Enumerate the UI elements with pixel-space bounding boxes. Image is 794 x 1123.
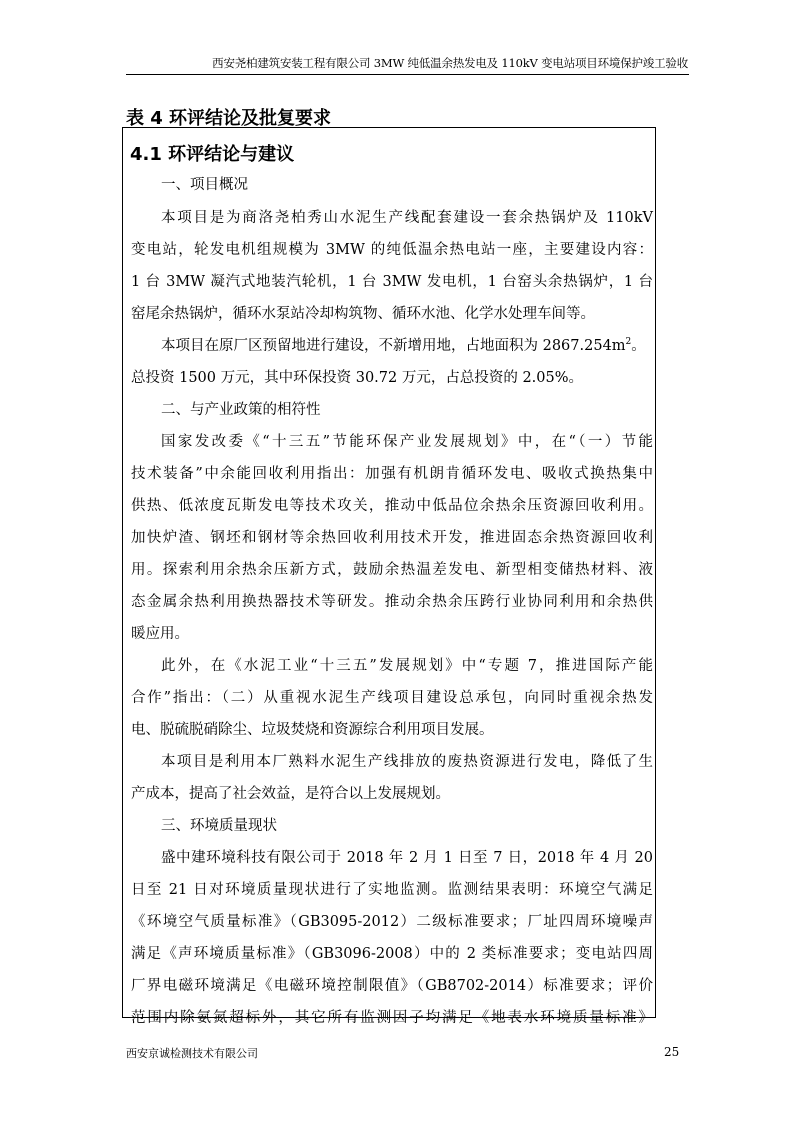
- paragraph-line: 用。探索利用余热余压新方式，鼓励余热温差发电、新型相变储热材料、液: [131, 562, 653, 578]
- paragraph-line: 暖应用。: [131, 626, 189, 642]
- header-rule: [126, 74, 689, 75]
- paragraph-line: 窑尾余热锅炉，循环水泵站冷却构筑物、循环水池、化学水处理车间等。: [131, 306, 595, 322]
- paragraph-line: 国家发改委《“十三五”节能环保产业发展规划》中，在“（一）节能: [161, 434, 653, 450]
- area-superscript: 2: [625, 337, 632, 348]
- paragraph-line: 供热、低浓度瓦斯发电等技术攻关，推动中低品位余热余压资源回收利用。: [131, 498, 653, 514]
- heading-quality: 三、环境质量现状: [161, 818, 277, 834]
- running-header: 西安尧柏建筑安装工程有限公司 3MW 纯低温余热发电及 110kV 变电站项目环境保护竣工验收: [212, 56, 688, 70]
- paragraph-line: 态金属余热利用换热器技术等研发。推动余热余压跨行业协同利用和余热供: [131, 594, 653, 610]
- heading-policy: 二、与产业政策的相符性: [161, 402, 321, 418]
- area-text: 本项目在原厂区预留地进行建设，不新增用地，占地面积为 2867.254m: [161, 338, 626, 354]
- page-number: 25: [664, 1045, 680, 1059]
- paragraph-line: 加快炉渣、钢坯和钢材等余热回收利用技术开发，推进固态余热资源回收利: [131, 530, 653, 546]
- paragraph-line: 技术装备”中余能回收利用指出：加强有机朗肯循环发电、吸收式换热集中: [131, 466, 653, 482]
- paragraph-line: 电、脱硫脱硝除尘、垃圾焚烧和资源综合利用项目发展。: [131, 722, 494, 738]
- paragraph-line: 变电站，轮发电机组规模为 3MW 的纯低温余热电站一座，主要建设内容：: [131, 242, 653, 258]
- paragraph-line: 产成本，提高了社会效益，是符合以上发展规划。: [131, 786, 450, 802]
- footer-company: 西安京诚检测技术有限公司: [126, 1047, 258, 1060]
- paragraph-line: 日至 21 日对环境质量现状进行了实地监测。监测结果表明：环境空气满足: [131, 882, 653, 898]
- paragraph-line: 范围内除氨氮超标外，其它所有监测因子均满足《地表水环境质量标准》: [131, 1010, 653, 1026]
- paragraph-line: 厂界电磁环境满足《电磁环境控制限值》（GB8702-2014）标准要求；评价: [131, 978, 653, 994]
- paragraph-line: 本项目是为商洛尧柏秀山水泥生产线配套建设一套余热锅炉及 110kV: [161, 210, 653, 226]
- paragraph-line: 总投资 1500 万元，其中环保投资 30.72 万元，占总投资的 2.05%。: [131, 370, 584, 386]
- area-suffix: 。: [631, 338, 646, 354]
- table-title: 表 4 环评结论及批复要求: [126, 108, 332, 129]
- paragraph-line: 本项目是利用本厂熟料水泥生产线排放的废热资源进行发电，降低了生: [161, 754, 653, 770]
- heading-overview: 一、项目概况: [161, 177, 248, 193]
- paragraph-line: 此外，在《水泥工业“十三五”发展规划》中“专题 7，推进国际产能: [161, 658, 653, 674]
- paragraph-line: 合作”指出：（二）从重视水泥生产线项目建设总承包，向同时重视余热发: [131, 690, 653, 706]
- paragraph-line: 盛中建环境科技有限公司于 2018 年 2 月 1 日至 7 日，2018 年 4 月 20: [161, 850, 653, 866]
- section-title: 4.1 环评结论与建议: [130, 144, 295, 165]
- paragraph-line: 1 台 3MW 凝汽式地装汽轮机，1 台 3MW 发电机，1 台窑头余热锅炉，1 台: [131, 274, 653, 290]
- paragraph-line: 《环境空气质量标准》（GB3095-2012）二级标准要求；厂址四周环境噪声: [131, 914, 653, 930]
- paragraph-line: 满足《声环境质量标准》（GB3096-2008）中的 2 类标准要求；变电站四周: [131, 946, 653, 962]
- paragraph-line-area: [161, 336, 646, 356]
